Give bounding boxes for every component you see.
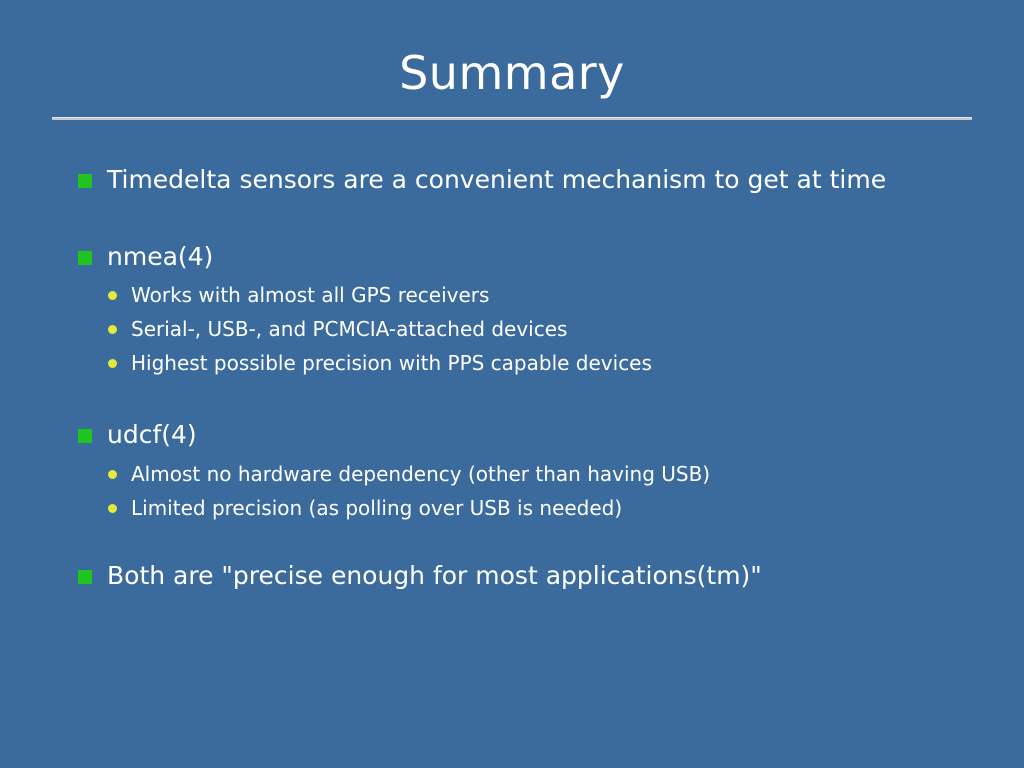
spacer [78, 380, 978, 420]
sub-list [78, 457, 978, 525]
sub-list-item-label: Highest possible precision with PPS capable devices [131, 351, 652, 375]
round-bullet-icon [108, 325, 117, 334]
slide-body [78, 165, 978, 591]
sub-list-item-label: Serial-, USB-, and PCMCIA-attached devices [131, 317, 568, 341]
sub-list-item [107, 491, 978, 525]
spacer [78, 196, 978, 242]
sub-list-item [107, 457, 978, 491]
square-bullet-icon [78, 570, 92, 584]
square-bullet-icon [78, 429, 92, 443]
sub-list-item [107, 312, 978, 346]
page-title: Summary [399, 46, 625, 100]
square-bullet-icon [78, 174, 92, 188]
list-item-label: Both are "precise enough for most applications(tm)" [107, 560, 762, 590]
sub-list [78, 278, 978, 380]
list-item [78, 561, 978, 592]
sub-list-item [107, 278, 978, 312]
round-bullet-icon [108, 359, 117, 368]
title-divider [52, 117, 972, 120]
list-item-label: nmea(4) [107, 241, 214, 271]
list-item-label: udcf(4) [107, 420, 197, 449]
list-item [78, 165, 978, 196]
sub-list-item-label: Works with almost all GPS receivers [131, 283, 490, 307]
sub-list-item-label: Limited precision (as polling over USB is needed) [131, 495, 623, 520]
spacer [78, 525, 978, 561]
sub-list-item [107, 346, 978, 380]
list-item-label: Timedelta sensors are a convenient mechanism to get at time [107, 165, 887, 194]
round-bullet-icon [108, 504, 117, 513]
sub-list-item-label: Almost no hardware dependency (other than having USB) [131, 461, 711, 486]
list-item [78, 420, 978, 451]
round-bullet-icon [108, 470, 117, 479]
round-bullet-icon [108, 291, 117, 300]
square-bullet-icon [78, 251, 92, 265]
list-item [78, 242, 978, 273]
